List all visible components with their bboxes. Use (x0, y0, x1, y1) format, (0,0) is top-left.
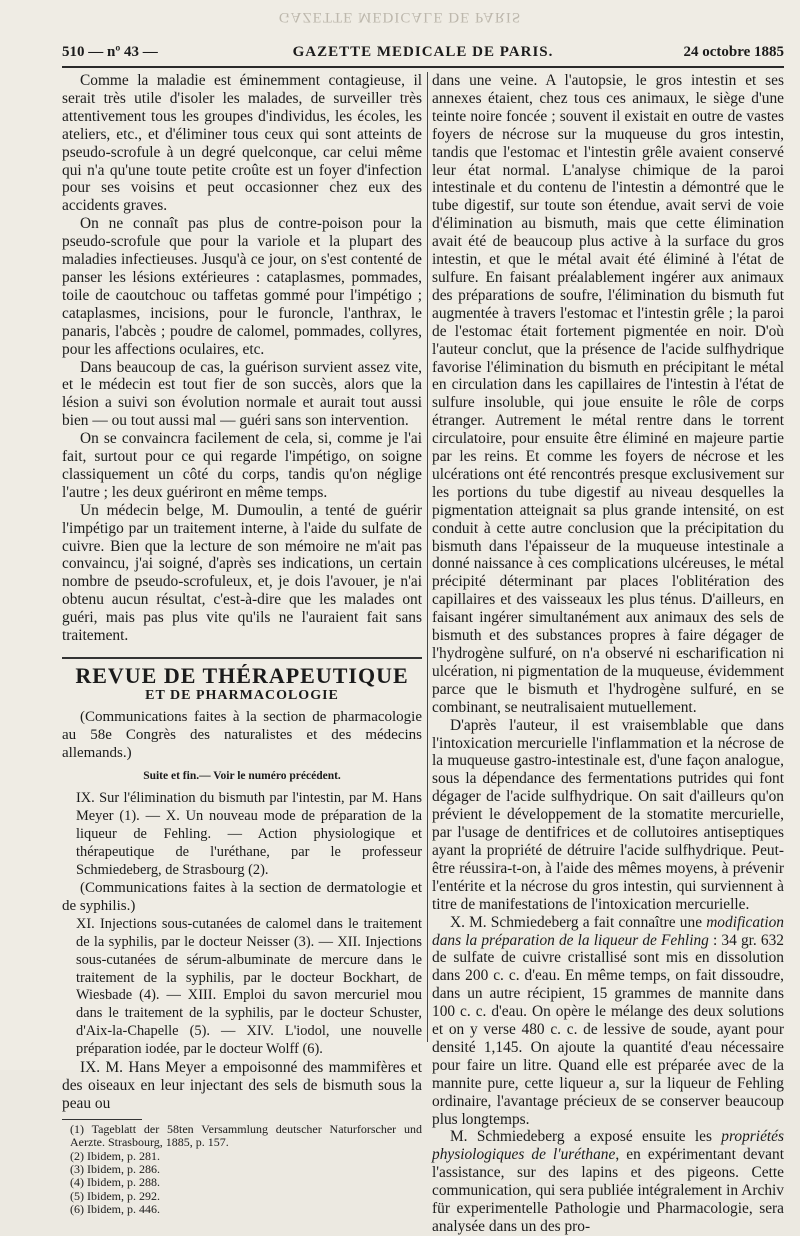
page-number: 510 — nº 43 — (62, 44, 158, 60)
issue-date: 24 octobre 1885 (683, 44, 784, 60)
footnote: (2) Ibidem, p. 281. (70, 1148, 160, 1163)
contents-list: IX. Sur l'élimination du bismuth par l'intestin, par M. Hans Meyer (1). — X. Un nouveau mode de préparation de la liqueur de Fehling. — Action physiologique et thérapeutique de l'uréthane, par le professeur Schmiedeberg, de Strasbourg (2). (76, 790, 422, 879)
section-title: REVUE DE THÉRAPEUTIQUE (75, 663, 409, 688)
paragraph: dans une veine. A l'autopsie, le gros intestin et ses annexes étaient, chez tous ces animaux, le siège d'une teinte noire foncée ; souvent il existait en outre de vastes foyers de nécrose sur la muqueuse du gros intestin, tandis que l'estomac et l'intestin grêle avaient conservé leur état normal. L'analyse chimique de la paroi intestinale et du contenu de l'intestin a démontré que le tube digestif, sur toute son étendue, avait servi de voie d'élimination au bismuth, mais que cette élimination avait été de beaucoup plus active à la surface du gros intestin, et que le métal avait été éliminé à l'état de sulfure. En faisant préalablement ingérer aux animaux des préparations de soufre, l'élimination du bismuth fut augmentée à travers l'estomac et l'intestin grêle ; la paroi de l'estomac était fortement pigmentée en noir. D'où l'auteur conclut, que la présence de l'acide sulfhydrique favorise l'élimination du bismuth en précipitant le métal en circulation dans les capillaires de l'intestin à l'état de sulfure insoluble, qui joue ensuite le rôle de corps étranger. Autrement le métal rentre dans le torrent circulatoire, pour ensuite être éliminé en majeure partie par les reins. Et comme les foyers de nécrose et les ulcérations ont été rencontrés presque exclusivement sur les portions du tube digestif au niveau desquelles la pigmentation atteignait sa plus grande intensité, on est conduit à cette autre conclusion que la précipitation du bismuth dans l'épaisseur de la muqueuse intestinale a donné naissance à ces complications ulcéreuses, le métal précipité déterminant par places l'oblitération des capillaires et des vaisseaux les plus ténus. D'ailleurs, en faisant ingérer simultanément aux animaux des sels de bismuth et des substances propres à faire dégager de l'hydrogène sulfuré, on n'a observé ni escharification ni ulcération, ni pigmentation de la muqueuse, évidemment parce que le bismuth et l'hydrogène sulfuré, en se combinant, se neutralisaient mutuellement. (432, 72, 784, 716)
footnote: (1) Tageblatt der 58ten Versammlung deutscher Naturforscher und Aerzte. Strasbourg, 1885, p. 157. (70, 1121, 422, 1150)
continuation-note: Suite et fin.— Voir le numéro précédent. (143, 769, 341, 782)
footnote: (5) Ibidem, p. 292. (70, 1188, 160, 1203)
paragraph (432, 1128, 784, 1235)
text-run: : 34 gr. 632 de sulfate de cuivre cristallisé sont mis en dissolution dans 200 c. c. d'eau. En même temps, on fait dissoudre, dans un autre récipient, 15 grammes de mannite dans 100 c. c. d'eau. On opère le mélange des deux solutions et on y verse 480 c. c. de lessive de soude, ayant pour densité 1,145. On ajoute la quantité d'eau nécessaire pour faire un litre. Quand elle est préparée avec de la mannite pure, cette liqueur a, sur la liqueur de Fehling ordinaire, l'avantage précieux de se conserver beaucoup plus longtemps. (432, 931, 785, 1128)
footnote: (6) Ibidem, p. 446. (70, 1202, 160, 1217)
footnote-rule (62, 1119, 142, 1120)
emphasis: modification dans la préparation de la liqueur de Fehling (432, 913, 784, 949)
footnote: (3) Ibidem, p. 286. (70, 1161, 160, 1176)
paragraph (432, 914, 784, 1129)
journal-title: GAZETTE MEDICALE DE PARIS. (292, 44, 554, 60)
paragraph: On ne connaît pas plus de contre-poison pour la pseudo-scrofule que pour la variole et la plupart des maladies infectieuses. Jusqu'à ce jour, on s'est contenté de panser les lésions extérieures : cataplasmes, pommades, toile de caoutchouc ou taffetas gommé pour l'impétigo ; cataplasmes, incisions, pour le furoncle, l'anthrax, le panaris, l'abcès ; poudre de calomel, pommades, collyres, pour les affections oculaires, etc. (62, 215, 422, 358)
section-subtitle: ET DE PHARMACOLOGIE (145, 687, 339, 703)
text-run: , en expérimentant devant l'assistance, sur des lapins et des pigeons. Cette communication, qui sera publiée intégralement in Archiv für experimentelle Pathologie und Pharmacologie, sera analysée dans un des pro- (432, 1146, 784, 1235)
section-divider (62, 657, 422, 659)
emphasis: propriétés physiologiques de l'uréthane (432, 1128, 784, 1164)
paragraph: Comme la maladie est éminemment contagieuse, il serait très utile d'isoler les malades, de surveiller très attentivement tous les groupes d'individus, les écoles, les ateliers, etc., et d'éliminer tous ceux qui sont atteints de pseudo-scrofule à un degré quelconque, car celui même qui n'a qu'une toute petite croûte est un foyer d'infection pour ses voisins et peut occasionner chez eux des accidents graves. (62, 72, 422, 215)
column-rule (427, 72, 428, 1042)
paragraph: On se convaincra facilement de cela, si, comme je l'ai fait, surtout pour ce qui regarde l'impétigo, on soigne classiquement un côté du corps, tandis qu'on néglige l'autre ; les deux guériront en même temps. (62, 430, 422, 501)
communications-note: (Communications faites à la section de pharmacologie au 58e Congrès des naturalistes et des médecins allemands.) (62, 708, 422, 761)
paragraph: Dans beaucoup de cas, la guérison survient assez vite, et le médecin est tout fier de son succès, alors que la lésion a suivi son évolution normale et aurait tout aussi bien — ou tout aussi mal — guéri sans son intervention. (62, 358, 422, 430)
right-column (432, 72, 784, 1236)
paragraph: D'après l'auteur, il est vraisemblable que dans l'intoxication mercurielle l'inflammation et la nécrose de la muqueuse gastro-intestinale est, d'une façon analogue, sous la dépendance des fermentations putrides qui font dégager de l'acide sulfhydrique. On sait d'ailleurs qu'on prévient le développement de la stomatite mercurielle, par l'usage de dentifrices et de collutoires antiseptiques ayant la propriété de détruire l'acide sulfhydrique. Peut-être réussira-t-on, à l'aide des mêmes moyens, à prévenir l'entérite et la nécrose du gros intestin, qui surviennent à titre de manifestations de l'intoxication mercurielle. (432, 716, 784, 913)
contents-list: XI. Injections sous-cutanées de calomel dans le traitement de la syphilis, par le docteur Neisser (3). — XII. Injections sous-cutanées de sérum-albuminate de mercure dans le traitement de la syphilis, par le docteur Bockhart, de Wiesbade (4). — XIII. Emploi du savon mercuriel mou dans le traitement de la syphilis, par le docteur Schuster, d'Aix-la-Chapelle (5). — XIV. L'iodol, une nouvelle préparation iodée, par le docteur Wolff (6). (76, 915, 422, 1058)
paragraph: Un médecin belge, M. Dumoulin, a tenté de guérir l'impétigo par un traitement interne, à l'aide du sulfate de cuivre. Bien que la lecture de son mémoire ne m'ait pas convaincu, j'ai soigné, d'après ses indications, un certain nombre de pseudo-scrofuleux, et, je dois l'avouer, je n'ai obtenu aucun résultat, c'est-à-dire que les malades ont guéri, mais pas plus vite qu'ils ne l'auraient fait sans traitement. (62, 501, 422, 645)
paragraph: IX. M. Hans Meyer a empoisonné des mammifères et des oiseaux en leur injectant des sels de bismuth sous la peau ou (62, 1059, 422, 1112)
bleed-through-text: GAZETTE MEDICALE DE PARIS (278, 9, 522, 25)
footnote: (4) Ibidem, p. 288. (70, 1175, 160, 1190)
text-run: X. M. Schmiedeberg a fait connaître une (450, 913, 707, 931)
page-header (62, 42, 784, 68)
text-run: M. Schmiedeberg a exposé ensuite les (450, 1128, 722, 1146)
communications-note: (Communications faites à la section de dermatologie et de syphilis.) (62, 879, 422, 914)
left-column (62, 72, 422, 1217)
